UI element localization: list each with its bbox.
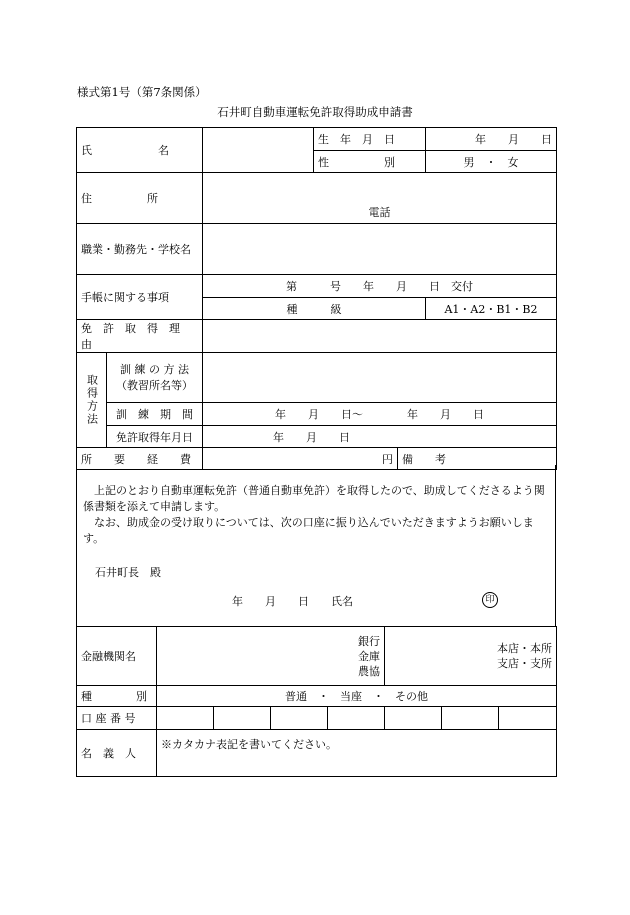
account-digit-4[interactable] [328,707,385,730]
method-group-label: 取得方法 [77,353,107,448]
gender-label: 性 別 [314,151,426,173]
training-period-label: 訓 練 期 間 [107,403,203,426]
grade-label: 種 級 [203,298,426,320]
account-digit-1[interactable] [157,707,214,730]
expense-label: 所 要 経 費 [77,448,203,470]
expense-field[interactable]: 円 [203,448,398,470]
address-field[interactable] [203,173,557,224]
name-field[interactable] [203,128,314,173]
birth-field[interactable]: 年 月 日 [426,128,557,151]
occupation-label: 職業・勤務先・学校名 [77,224,203,275]
license-date-label: 免許取得年月日 [107,426,203,448]
account-label: 口 座 番 号 [77,707,157,730]
statement-para-1: 上記のとおり自動車運転免許（普通自動車免許）を取得したので、助成してくださるよう関係書類を添えて申請します。 [83,484,545,513]
form-title: 石井町自動車運転免許取得助成申請書 [217,105,413,119]
statement-block [76,465,556,627]
addressee: 石井町長 殿 [95,566,161,579]
type-label: 種 別 [77,686,157,707]
account-digit-5[interactable] [385,707,442,730]
seal-mark: 印 [482,592,498,608]
training-method-label: 訓 練 の 方 法 （教習所名等） [107,353,203,403]
account-digit-2[interactable] [214,707,271,730]
grade-field[interactable]: A1・A2・B1・B2 [426,298,557,320]
handbook-label: 手帳に関する事項 [77,275,203,320]
occupation-field[interactable] [203,224,557,275]
date-name-line: 年 月 日 氏名 [232,595,353,608]
name-label: 氏 名 [77,128,203,173]
handbook-issue-field[interactable]: 第 号 年 月 日 交付 [203,275,557,298]
birth-label: 生 年 月 日 [314,128,426,151]
statement-para-2: なお、助成金の受け取りについては、次の口座に振り込んでいただきますようお願いします。 [83,516,534,545]
training-method-field[interactable] [203,353,557,403]
institution-label: 金融機関名 [77,627,157,686]
holder-field[interactable]: ※カタカナ表記を書いてください。 [157,730,557,777]
license-date-field[interactable]: 年 月 日 [203,426,557,448]
application-table [76,127,557,470]
reason-label: 免 許 取 得 理 由 [77,320,203,353]
phone-label: 電話 [368,206,391,219]
branch-type-field[interactable]: 本店・本所 支店・支所 [385,627,557,686]
bank-type-field[interactable]: 銀行 金庫 農協 [157,627,385,686]
type-field[interactable]: 普通 ・ 当座 ・ その他 [157,686,557,707]
remarks-label: 備 考 [398,448,557,470]
form-code: 様式第1号（第7条関係） [77,85,207,99]
address-label: 住 所 [77,173,203,224]
account-digit-7[interactable] [499,707,557,730]
holder-label: 名 義 人 [77,730,157,777]
account-digit-3[interactable] [271,707,328,730]
reason-field[interactable] [203,320,557,353]
bank-table [76,626,557,777]
training-period-field[interactable]: 年 月 日～ 年 月 日 [203,403,557,426]
gender-field[interactable]: 男 ・ 女 [426,151,557,173]
account-digit-6[interactable] [442,707,499,730]
